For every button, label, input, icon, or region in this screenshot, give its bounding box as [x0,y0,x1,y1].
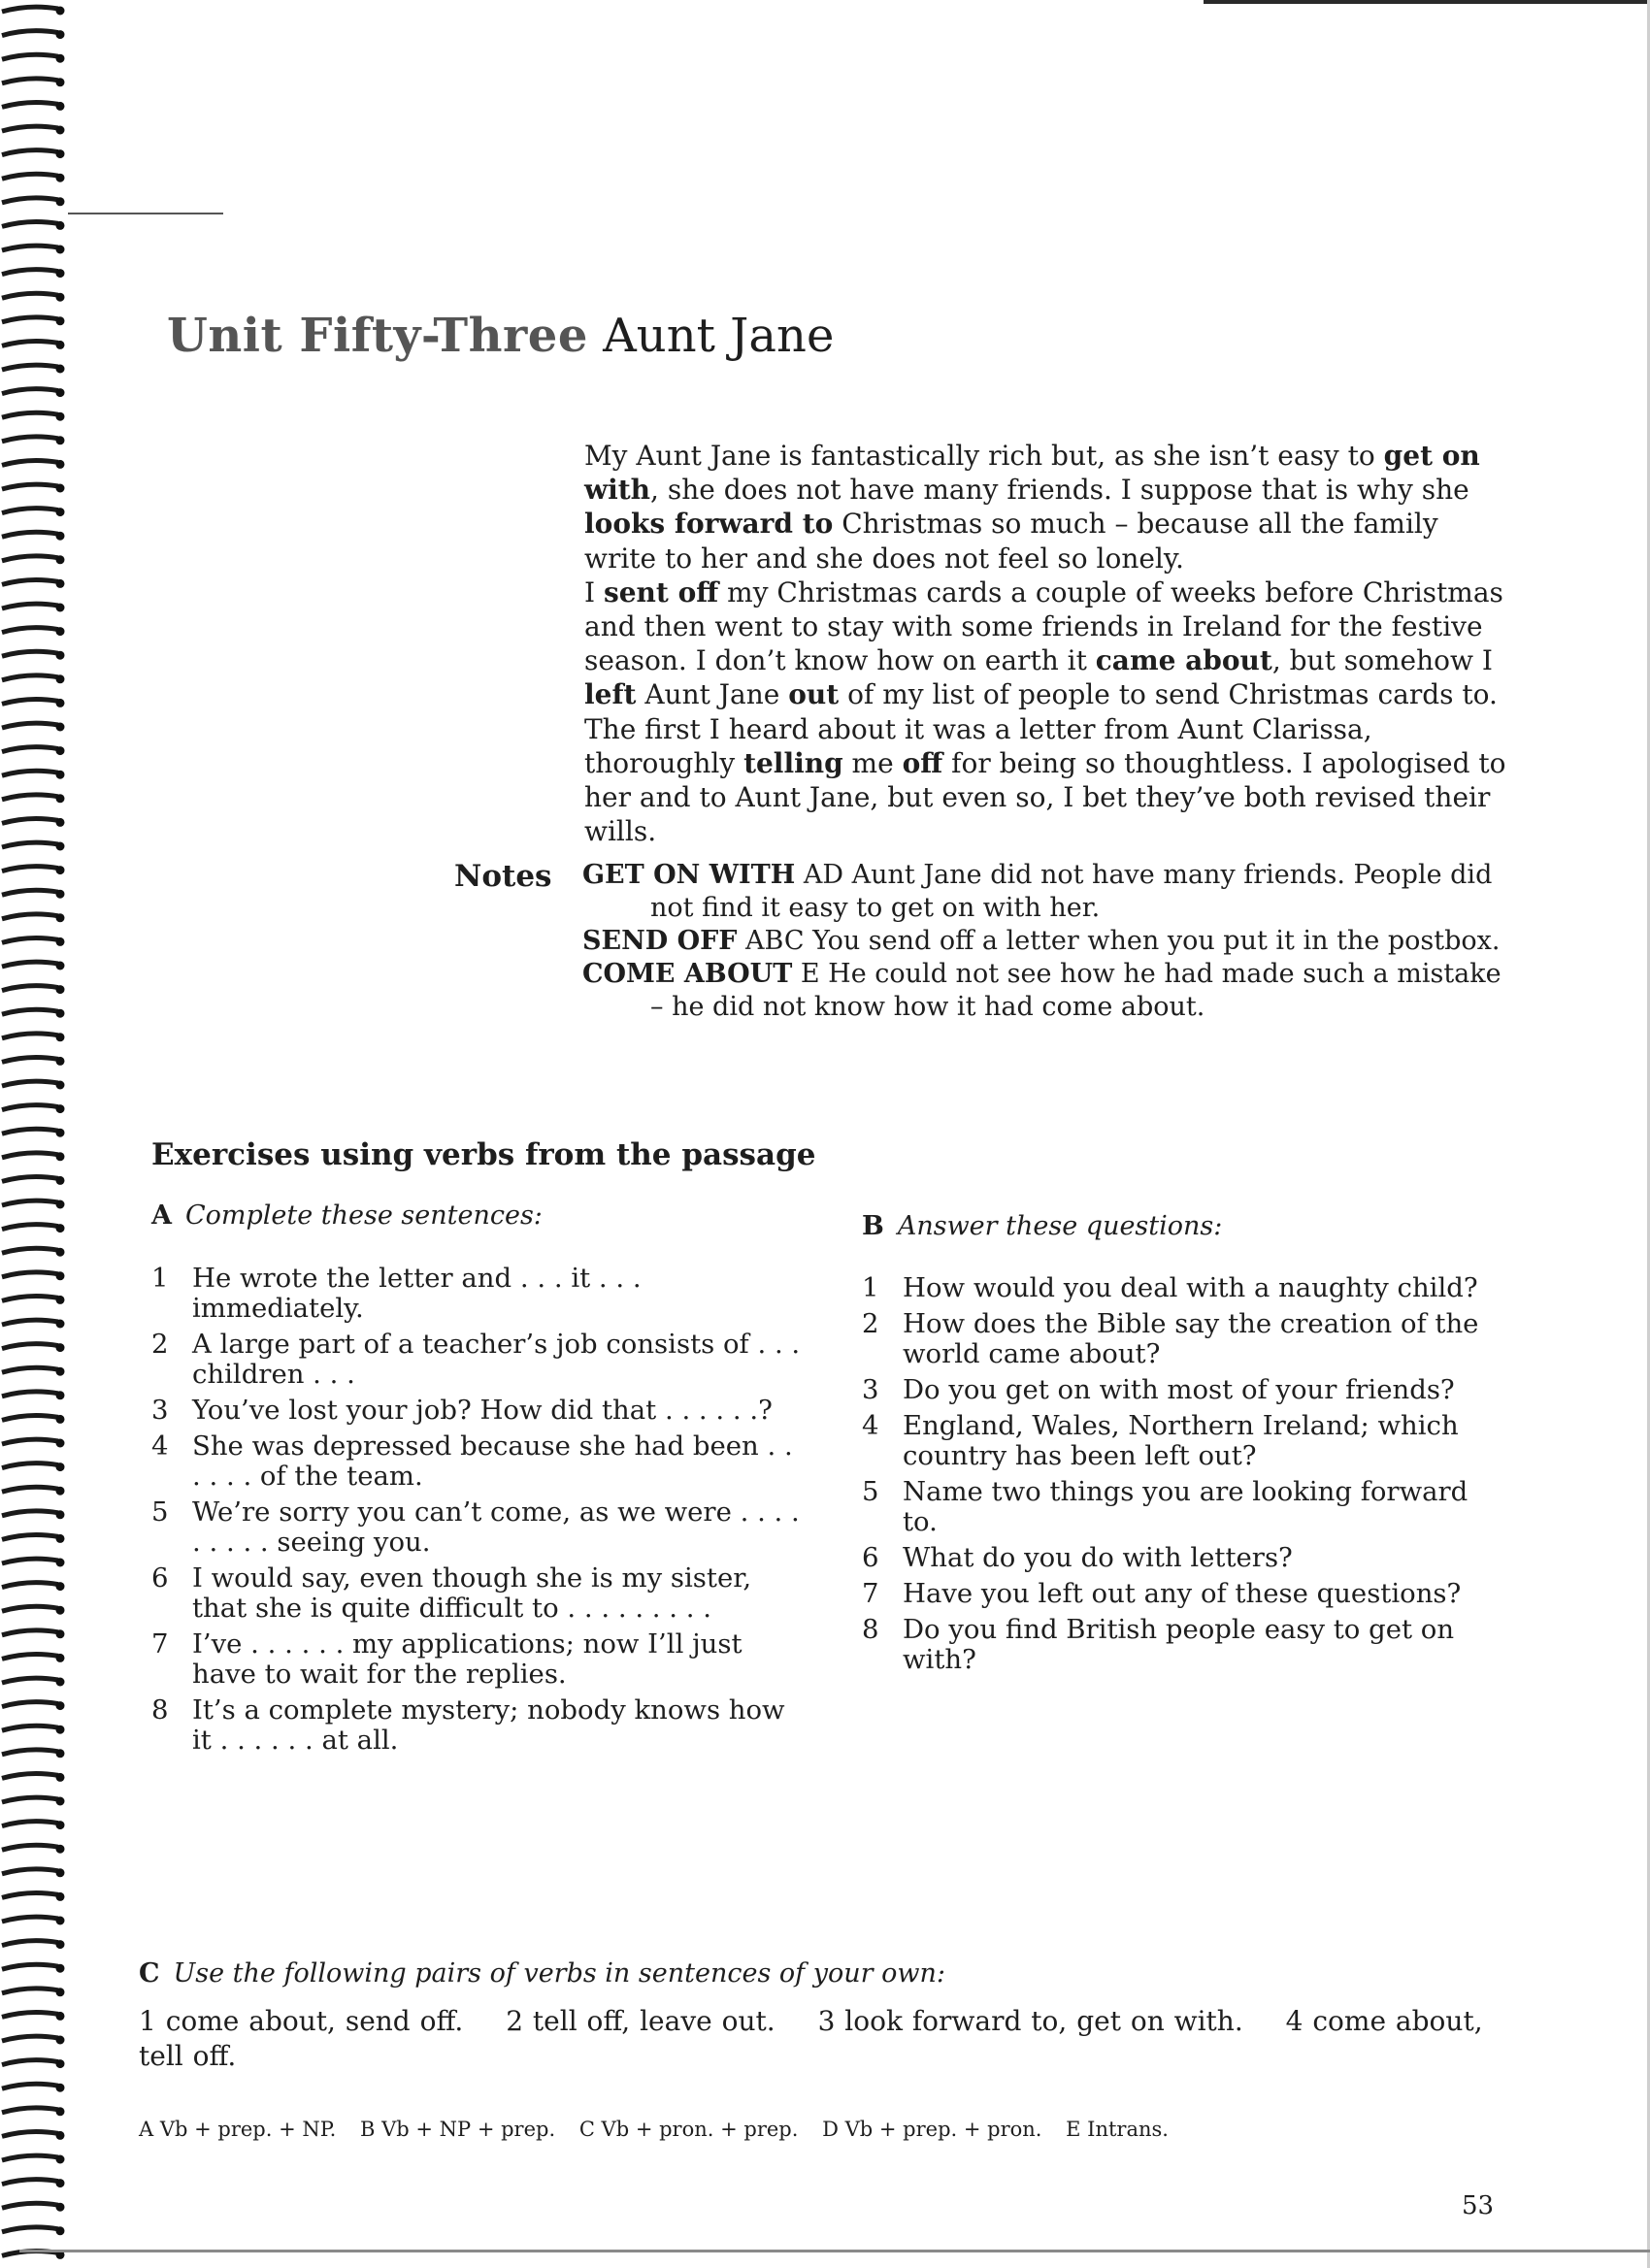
binding-hole [56,532,65,541]
spiral-coil [2,1989,58,1993]
spiral-coil [2,1750,58,1755]
note-text: E He could not see how he had made such a mistake – he did not know how it had come about. [650,959,1502,1022]
spiral-coil [2,1559,58,1563]
exercise-item [151,1330,802,1390]
binding-hole [56,866,65,874]
exercise-c-items [139,2004,1517,2074]
spiral-coil [2,1892,58,1897]
exercise-item [862,1273,1502,1303]
spiral-coil [2,1415,58,1420]
spiral-coil [2,1225,58,1230]
binding-hole [56,1248,65,1257]
binding-hole [56,460,65,469]
binding-hole [56,1726,65,1734]
phrasal-verb: looks forward to [584,508,834,541]
section-instruction: Answer these questions: [897,1211,1223,1241]
binding-hole [56,1033,65,1041]
item-text: How does the Bible say the creation of the world came about? [903,1308,1479,1369]
note-get-on-with [582,859,1504,925]
spiral-coil [2,221,58,226]
binding-hole [56,1892,65,1901]
binding-hole [56,149,65,158]
exercise-item [862,1411,1502,1471]
binding-hole [56,651,65,660]
item-number: 1 [151,1263,169,1294]
item-number: 4 [862,1410,879,1441]
binding-hole [56,508,65,516]
binding-hole [56,7,65,16]
binding-hole [56,484,65,493]
passage-text: , she does not have many friends. I suppose that is why she [650,474,1469,507]
exercise-item [862,1477,1502,1537]
spiral-coil [2,2131,58,2136]
item-number: 3 [151,1395,169,1426]
spiral-coil [2,699,58,704]
spiral-coil [2,1702,58,1707]
spiral-coil [2,1463,58,1468]
spiral-coil [2,1081,58,1086]
passage-paragraph [584,575,1506,849]
grammar-key-item: D Vb + prep. + pron. [822,2118,1042,2141]
binding-hole [56,604,65,612]
section-c-header [139,1958,945,1989]
section-letter: A [151,1200,172,1231]
spiral-coil [2,1773,58,1778]
phrasal-verb: came about [1095,644,1272,677]
spiral-coil [2,890,58,895]
spiral-coil [2,675,58,680]
binding-hole [56,1988,65,1996]
binding-hole [56,962,65,970]
exercise-c-item: 1 come about, send off. [139,2005,464,2037]
note-term: COME ABOUT [582,959,793,989]
spiral-coil [2,341,58,345]
item-text: How would you deal with a naughty child? [903,1272,1478,1303]
binding-hole [56,1654,65,1662]
binding-hole [56,2036,65,2045]
spiral-binding [0,0,68,2268]
phrasal-verb: get on with [584,440,1480,507]
spiral-coil [2,1726,58,1730]
spiral-coil [2,54,58,59]
binding-hole [56,842,65,851]
binding-hole [56,1367,65,1376]
spiral-coil [2,389,58,394]
reading-passage [584,439,1506,848]
item-number: 3 [862,1374,879,1405]
spiral-coil [2,651,58,656]
note-come-about [582,958,1504,1024]
spiral-coil [2,1200,58,1205]
binding-hole [56,30,65,39]
binding-hole [56,269,65,278]
item-number: 1 [862,1272,879,1303]
spiral-coil [2,1822,58,1826]
section-letter: C [139,1958,160,1989]
binding-hole [56,1701,65,1710]
spiral-coil [2,556,58,561]
margin-rule [68,213,223,214]
spiral-coil [2,79,58,83]
exercise-item [862,1543,1502,1573]
passage-paragraph [584,439,1506,575]
binding-hole [56,746,65,755]
binding-hole [56,1081,65,1090]
spiral-coil [2,246,58,250]
exercise-item [151,1629,802,1690]
exercise-item [151,1497,802,1558]
binding-hole [56,102,65,111]
passage-text: me [842,746,903,779]
binding-hole [56,1343,65,1352]
binding-hole [56,1224,65,1233]
phrasal-verb: out [788,678,840,711]
spiral-coil [2,962,58,967]
spiral-coil [2,484,58,489]
binding-hole [56,674,65,683]
binding-hole [56,1200,65,1209]
unit-name: Aunt Jane [603,309,835,363]
binding-hole [56,436,65,444]
binding-hole [56,2059,65,2068]
spiral-coil [2,1797,58,1802]
binding-hole [56,699,65,707]
item-number: 6 [151,1562,169,1594]
exercise-a-list [151,1264,802,1761]
spiral-coil [2,1320,58,1325]
page-edge-top [1204,0,1650,4]
notes-label: Notes [454,859,552,894]
binding-hole [56,1415,65,1424]
binding-hole [56,1582,65,1591]
binding-hole [56,1129,65,1137]
binding-hole [56,2131,65,2140]
exercise-item [151,1264,802,1324]
spiral-coil [2,604,58,608]
item-number: 8 [151,1694,169,1726]
binding-hole [56,890,65,899]
spiral-coil [2,1630,58,1635]
item-number: 7 [862,1578,879,1609]
binding-hole [56,221,65,230]
spiral-coil [2,1105,58,1110]
spiral-coil [2,747,58,752]
grammar-key [139,2118,1186,2141]
item-number: 4 [151,1430,169,1462]
spiral-coil [2,412,58,417]
spiral-coil [2,2036,58,2041]
item-number: 5 [151,1496,169,1528]
binding-hole [56,723,65,732]
binding-hole [56,246,65,254]
spiral-coil [2,460,58,465]
item-text: She was depressed because she had been . . . . . . of the team. [192,1430,793,1492]
item-text: We’re sorry you can’t come, as we were . . . . . . . . . seeing you. [192,1496,800,1558]
grammar-key-item: B Vb + NP + prep. [359,2118,556,2141]
binding-hole [56,818,65,827]
exercise-item [862,1579,1502,1609]
spiral-coil [2,7,58,12]
binding-hole [56,1176,65,1185]
spiral-coil [2,818,58,823]
spiral-coil [2,986,58,991]
binding-hole [56,1749,65,1758]
spiral-coil [2,1606,58,1611]
spiral-coil [2,1344,58,1349]
binding-hole [56,771,65,779]
spiral-coil [2,1367,58,1372]
spiral-coil [2,867,58,871]
spiral-coil [2,795,58,800]
binding-hole [56,937,65,946]
passage-text: my Christmas cards a couple of weeks before Christmas and then went to stay with some friends in Ireland for the festive season. I don’t know how on earth it [584,575,1503,677]
binding-hole [56,555,65,564]
spiral-coil [2,771,58,775]
binding-hole [56,1057,65,1066]
exercise-c-item: 3 look forward to, get on with. [817,2005,1243,2037]
section-letter: B [862,1211,884,1241]
phrasal-verb: sent off [603,575,719,608]
spiral-coil [2,102,58,107]
spiral-coil [2,1654,58,1659]
spiral-coil [2,1034,58,1038]
binding-hole [56,1964,65,1973]
spiral-coil [2,1248,58,1253]
spiral-coil [2,1487,58,1492]
binding-hole [56,1391,65,1399]
item-number: 7 [151,1628,169,1660]
item-text: Do you get on with most of your friends? [903,1374,1455,1405]
spiral-coil [2,31,58,36]
exercise-item [151,1563,802,1624]
spiral-coil [2,1845,58,1850]
item-text: A large part of a teacher’s job consists of . . . children . . . [192,1329,801,1390]
spiral-coil [2,2060,58,2065]
item-number: 2 [151,1329,169,1360]
item-text: England, Wales, Northern Ireland; which country has been left out? [903,1410,1459,1471]
binding-hole [56,126,65,135]
spiral-coil [2,2203,58,2208]
binding-hole [56,78,65,86]
binding-hole [56,2203,65,2212]
binding-hole [56,627,65,636]
note-term: SEND OFF [582,926,738,956]
passage-text: of my list of people to send Christmas cards to. The first I heard about it was a letter from Aunt Clarissa, thoroughly [584,678,1498,779]
binding-hole [56,365,65,374]
exercise-c-item: 4 come about, tell off. [139,2005,1483,2072]
binding-hole [56,794,65,803]
spiral-coil [2,1153,58,1158]
section-instruction: Use the following pairs of verbs in sentences of your own: [173,1958,945,1989]
notes-list [582,859,1504,1024]
binding-hole [56,388,65,397]
spiral-coil [2,1009,58,1014]
section-instruction: Complete these sentences: [184,1200,543,1231]
spiral-coil [2,2012,58,2017]
binding-hole [56,1463,65,1471]
binding-hole [56,1678,65,1687]
note-term: GET ON WITH [582,860,796,890]
section-a-header [151,1200,543,1231]
spiral-coil [2,1964,58,1969]
binding-hole [56,1797,65,1806]
spiral-coil [2,1511,58,1516]
binding-hole [56,1320,65,1329]
spiral-coil [2,150,58,155]
grammar-key-item: A Vb + prep. + NP. [139,2118,337,2141]
spiral-coil [2,532,58,537]
binding-hole [56,1845,65,1854]
spiral-coil [2,509,58,513]
item-number: 5 [862,1476,879,1507]
phrasal-verb: left [584,678,637,711]
spiral-coil [2,1392,58,1397]
binding-hole [56,2226,65,2235]
item-text: He wrote the letter and . . . it . . . immediately. [192,1263,642,1324]
binding-hole [56,1534,65,1543]
binding-hole [56,412,65,421]
note-send-off [582,925,1504,958]
spiral-coil [2,723,58,728]
item-text: I’ve . . . . . . my applications; now I’ll just have to wait for the replies. [192,1628,742,1690]
spiral-coil [2,1583,58,1588]
spiral-coil [2,2084,58,2088]
binding-hole [56,1559,65,1567]
grammar-key-item: E Intrans. [1066,2118,1169,2141]
exercise-item [151,1431,802,1492]
binding-hole [56,1917,65,1925]
binding-hole [56,197,65,206]
spiral-coil [2,2227,58,2232]
spiral-coil [2,1917,58,1922]
note-text: AD Aunt Jane did not have many friends. People did not find it easy to get on with her. [650,860,1493,923]
spiral-coil [2,2155,58,2160]
spiral-coil [2,1057,58,1062]
item-text: Name two things you are looking forward to. [903,1476,1468,1537]
binding-hole [56,1152,65,1161]
spiral-coil [2,937,58,942]
spiral-coil [2,270,58,275]
item-text: Do you find British people easy to get on with? [903,1614,1455,1675]
binding-hole [56,316,65,325]
passage-text: My Aunt Jane is fantastically rich but, as she isn’t easy to [584,440,1384,472]
grammar-key-item: C Vb + pron. + prep. [578,2118,799,2141]
item-text: Have you left out any of these questions? [903,1578,1462,1609]
item-number: 6 [862,1542,879,1573]
section-b-header [862,1211,1222,1241]
exercise-b-list [862,1273,1502,1681]
binding-hole [56,1629,65,1638]
binding-hole [56,341,65,349]
spiral-coil [2,628,58,633]
binding-hole [56,2155,65,2164]
exercise-item [862,1615,1502,1675]
phrasal-verb: off [902,746,943,779]
binding-hole [56,913,65,922]
spiral-coil [2,2108,58,2113]
spiral-coil [2,293,58,298]
binding-hole [56,2107,65,2116]
binding-hole [56,1868,65,1877]
exercise-item [151,1396,802,1426]
binding-hole [56,1009,65,1018]
spiral-coil [2,126,58,131]
spiral-coil [2,2180,58,2185]
phrasal-verb: telling [743,746,843,779]
exercises-heading: Exercises using verbs from the passage [151,1137,816,1172]
spiral-coil [2,1941,58,1946]
bottom-rule [19,2250,1650,2252]
binding-hole [56,1104,65,1113]
spiral-coil [2,914,58,919]
passage-text: , but somehow I [1271,644,1493,677]
spiral-coil [2,174,58,179]
binding-hole [56,1773,65,1782]
item-text: I would say, even though she is my sister, that she is quite difficult to . . . . . . . . . [192,1562,752,1624]
binding-hole [56,2012,65,2021]
exercise-item [862,1309,1502,1369]
spiral-coil [2,1176,58,1181]
passage-text: I [584,575,604,608]
binding-hole [56,293,65,302]
exercise-item [862,1375,1502,1405]
spiral-coil [2,1534,58,1539]
spiral-coil [2,1869,58,1874]
binding-hole [56,1940,65,1949]
binding-hole [56,174,65,182]
binding-hole [56,1821,65,1829]
note-text: ABC You send off a letter when you put it in the postbox. [737,926,1501,956]
binding-hole [56,1296,65,1304]
passage-text: Aunt Jane [636,678,789,711]
spiral-coil [2,1129,58,1134]
binding-hole [56,2179,65,2187]
passage-text: Christmas so much – because all the family write to her and she does not feel so lonely. [584,508,1438,575]
binding-hole [56,1271,65,1280]
spiral-coil [2,365,58,370]
unit-title [167,309,834,363]
binding-hole [56,1606,65,1615]
spiral-coil [2,1272,58,1277]
page-number: 53 [1462,2191,1495,2220]
item-text: You’ve lost your job? How did that . . . . . .? [192,1395,773,1426]
binding-hole [56,2084,65,2092]
spiral-coil [2,317,58,322]
item-text: It’s a complete mystery; nobody knows how it . . . . . . at all. [192,1694,785,1756]
binding-hole [56,985,65,994]
unit-number: Unit Fifty-Three [167,309,588,363]
binding-hole [56,579,65,588]
item-text: What do you do with letters? [903,1542,1293,1573]
spiral-coil [2,1678,58,1683]
item-number: 2 [862,1308,879,1339]
spiral-coil [2,198,58,203]
exercise-item [151,1695,802,1756]
spiral-coil [2,842,58,847]
binding-hole [56,1487,65,1496]
spiral-coil [2,1439,58,1444]
spiral-coil [2,1296,58,1300]
exercise-c-item: 2 tell off, leave out. [506,2005,776,2037]
binding-hole [56,1439,65,1448]
spiral-coil [2,579,58,584]
spiral-coil [2,437,58,442]
passage-text: for being so thoughtless. I apologised to her and to Aunt Jane, but even so, I bet they’ve both revised their wills. [584,746,1506,848]
item-number: 8 [862,1614,879,1645]
binding-hole [56,1510,65,1519]
binding-hole [56,54,65,63]
